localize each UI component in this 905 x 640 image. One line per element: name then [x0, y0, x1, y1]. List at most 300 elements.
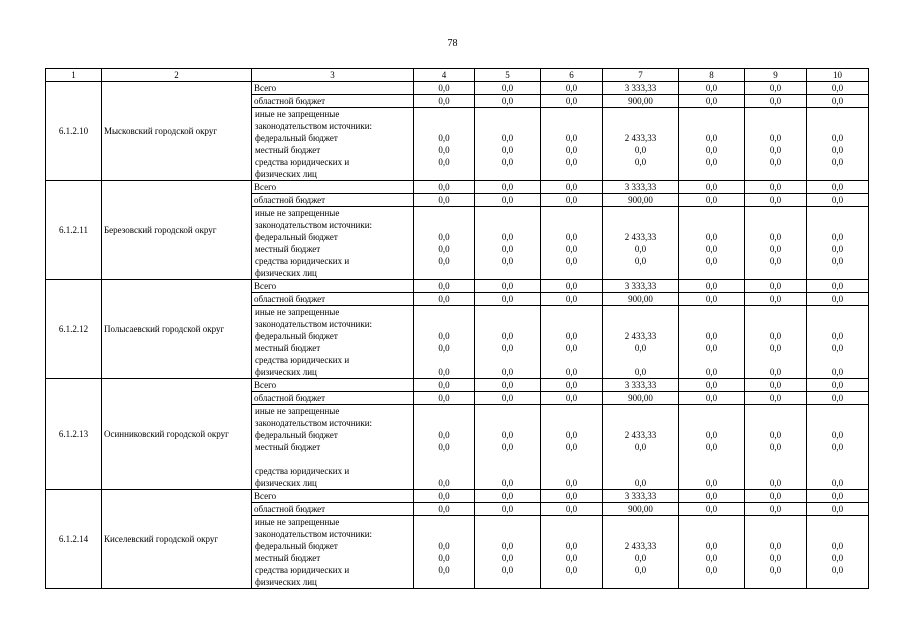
value-line	[475, 120, 540, 132]
value-line: 0,0	[501, 478, 514, 488]
value-line	[541, 465, 602, 477]
value-line: 0,0	[438, 145, 450, 155]
value-line	[541, 516, 602, 528]
value-cell: 0,0	[807, 490, 869, 503]
value-cell: 0,0	[745, 503, 807, 516]
value-cell: 0,0	[475, 82, 541, 95]
value-line: 0,0	[501, 541, 514, 551]
value-line: 0,0	[831, 157, 844, 167]
value-line	[679, 120, 744, 132]
value-cell: 0,0	[414, 82, 475, 95]
value-cell: 900,00	[603, 95, 679, 108]
source-label-other	[252, 405, 414, 490]
value-line: 0,0	[501, 133, 514, 143]
value-line: 0,0	[501, 343, 514, 353]
value-line: 0,0	[565, 145, 578, 155]
value-cell	[807, 108, 869, 181]
value-line	[807, 465, 868, 477]
value-line: 0,0	[565, 442, 578, 452]
source-label-total: Всего	[252, 379, 414, 392]
value-line	[414, 219, 474, 231]
value-line: 0,0	[634, 157, 647, 167]
value-line: 0,0	[501, 331, 514, 341]
value-line: 0,0	[705, 256, 718, 266]
value-line: 0,0	[705, 244, 718, 254]
value-cell: 0,0	[414, 181, 475, 194]
value-cell	[679, 108, 745, 181]
value-cell: 0,0	[679, 379, 745, 392]
program-code: 6.1.2.10	[46, 82, 102, 181]
value-line: 0,0	[438, 232, 450, 242]
value-line	[807, 306, 868, 318]
value-line	[475, 528, 540, 540]
value-cell: 3 333,33	[603, 379, 679, 392]
value-line	[414, 528, 474, 540]
value-cell: 0,0	[679, 95, 745, 108]
source-line: физических лиц	[255, 268, 317, 278]
value-line: 0,0	[438, 133, 450, 143]
value-line	[603, 528, 678, 540]
value-cell: 0,0	[807, 503, 869, 516]
value-line: 0,0	[565, 331, 578, 341]
value-line: 0,0	[831, 541, 844, 551]
value-line	[603, 120, 678, 132]
value-cell: 0,0	[807, 379, 869, 392]
value-cell: 0,0	[475, 392, 541, 405]
value-line: 0,0	[634, 367, 647, 377]
value-cell: 0,0	[807, 95, 869, 108]
value-cell: 0,0	[679, 82, 745, 95]
value-cell	[603, 306, 679, 379]
value-line: 0,0	[769, 244, 782, 254]
value-line	[745, 306, 806, 318]
value-line	[541, 318, 602, 330]
value-line	[603, 219, 678, 231]
value-cell	[414, 207, 475, 280]
value-line	[745, 318, 806, 330]
value-line	[541, 120, 602, 132]
value-line	[541, 405, 602, 417]
value-line	[807, 576, 868, 588]
value-line	[603, 306, 678, 318]
value-cell: 0,0	[745, 392, 807, 405]
value-cell: 0,0	[679, 293, 745, 306]
value-line	[603, 465, 678, 477]
value-cell: 0,0	[541, 293, 603, 306]
value-line	[745, 405, 806, 417]
value-cell	[679, 405, 745, 490]
value-line: 0,0	[634, 478, 647, 488]
source-line: местный бюджет	[255, 145, 321, 155]
value-line: 0,0	[565, 541, 578, 551]
column-header-10: 10	[807, 69, 869, 82]
value-line: 0,0	[705, 553, 718, 563]
value-line	[541, 168, 602, 180]
value-line: 0,0	[634, 145, 647, 155]
value-cell: 0,0	[541, 503, 603, 516]
value-line	[414, 417, 474, 429]
value-line: 0,0	[501, 256, 514, 266]
source-line: иные не запрещенные	[255, 517, 340, 527]
value-line: 0,0	[769, 331, 782, 341]
value-line	[414, 207, 474, 219]
source-line: физических лиц	[255, 478, 317, 488]
source-line: местный бюджет	[255, 244, 321, 254]
value-cell: 0,0	[807, 293, 869, 306]
source-label-regional: областной бюджет	[252, 95, 414, 108]
column-header-1: 1	[46, 69, 102, 82]
municipality-name: Киселевский городской округ	[102, 490, 252, 589]
value-line	[603, 516, 678, 528]
value-line	[475, 576, 540, 588]
value-cell	[475, 108, 541, 181]
value-line: 0,0	[438, 478, 450, 488]
table-body	[46, 82, 869, 589]
value-line: 0,0	[501, 244, 514, 254]
source-line: средства юридических и	[255, 565, 350, 575]
value-cell	[603, 207, 679, 280]
source-line: иные не запрещенные	[255, 406, 340, 416]
value-line: 0,0	[438, 256, 450, 266]
value-line	[745, 219, 806, 231]
value-line: 0,0	[705, 343, 718, 353]
value-line: 0,0	[438, 367, 450, 377]
value-line: 0,0	[705, 232, 718, 242]
value-cell	[541, 108, 603, 181]
source-label-regional: областной бюджет	[252, 194, 414, 207]
value-cell	[679, 306, 745, 379]
column-header-4: 4	[414, 69, 475, 82]
source-line: федеральный бюджет	[255, 331, 338, 341]
value-cell: 0,0	[475, 379, 541, 392]
value-cell	[603, 405, 679, 490]
value-line: 0,0	[565, 553, 578, 563]
value-line: 0,0	[565, 157, 578, 167]
value-line: 0,0	[831, 553, 844, 563]
program-code: 6.1.2.12	[46, 280, 102, 379]
source-line: федеральный бюджет	[255, 232, 338, 242]
value-line: 0,0	[705, 331, 718, 341]
value-line: 0,0	[634, 343, 647, 353]
value-cell: 0,0	[414, 194, 475, 207]
value-line: 0,0	[438, 442, 450, 452]
header-row	[46, 69, 869, 82]
value-line	[807, 207, 868, 219]
table-row	[46, 82, 869, 95]
value-line	[414, 108, 474, 120]
source-line: средства юридических и	[255, 157, 350, 167]
page-number: 78	[447, 38, 458, 49]
value-cell: 3 333,33	[603, 280, 679, 293]
value-cell: 0,0	[475, 490, 541, 503]
value-cell: 0,0	[414, 392, 475, 405]
source-label-total: Всего	[252, 82, 414, 95]
value-cell	[475, 207, 541, 280]
value-line: 0,0	[769, 367, 782, 377]
value-cell	[603, 108, 679, 181]
value-cell: 0,0	[414, 503, 475, 516]
value-line	[807, 354, 868, 366]
value-line	[745, 168, 806, 180]
table-row	[46, 379, 869, 392]
value-line	[541, 219, 602, 231]
value-line: 0,0	[565, 367, 578, 377]
source-line: физических лиц	[255, 169, 317, 179]
value-cell	[603, 516, 679, 589]
column-header-8: 8	[679, 69, 745, 82]
value-line	[541, 108, 602, 120]
value-line	[414, 516, 474, 528]
program-code: 6.1.2.13	[46, 379, 102, 490]
value-line	[541, 576, 602, 588]
value-line: 0,0	[831, 232, 844, 242]
value-cell: 900,00	[603, 503, 679, 516]
value-line: 0,0	[705, 565, 718, 575]
value-line	[603, 453, 678, 465]
value-line: 0,0	[565, 430, 578, 440]
value-cell: 0,0	[475, 293, 541, 306]
value-line	[414, 453, 474, 465]
value-line: 0,0	[769, 133, 782, 143]
value-line	[807, 168, 868, 180]
value-line	[745, 354, 806, 366]
value-line	[679, 465, 744, 477]
value-line	[745, 267, 806, 279]
value-line	[475, 267, 540, 279]
value-line	[745, 516, 806, 528]
value-cell: 0,0	[745, 490, 807, 503]
value-line: 0,0	[438, 565, 450, 575]
value-cell: 0,0	[541, 379, 603, 392]
table-row	[46, 280, 869, 293]
value-line	[603, 405, 678, 417]
value-line: 0,0	[501, 367, 514, 377]
value-line	[807, 516, 868, 528]
value-cell: 0,0	[475, 181, 541, 194]
value-line: 0,0	[501, 565, 514, 575]
value-line	[475, 417, 540, 429]
value-line	[475, 306, 540, 318]
column-header-7: 7	[603, 69, 679, 82]
value-line	[745, 465, 806, 477]
value-line	[807, 453, 868, 465]
source-line: местный бюджет	[255, 343, 321, 353]
value-line	[679, 453, 744, 465]
value-cell	[807, 516, 869, 589]
value-cell: 0,0	[475, 194, 541, 207]
value-cell	[414, 108, 475, 181]
value-line: 0,0	[705, 430, 718, 440]
value-cell: 3 333,33	[603, 490, 679, 503]
value-cell: 0,0	[679, 490, 745, 503]
value-line	[603, 207, 678, 219]
value-cell: 0,0	[541, 392, 603, 405]
value-line	[603, 318, 678, 330]
value-line: 0,0	[565, 343, 578, 353]
budget-table	[45, 68, 869, 589]
value-line: 0,0	[565, 133, 578, 143]
value-line	[541, 528, 602, 540]
value-cell	[475, 306, 541, 379]
value-line: 0,0	[831, 244, 844, 254]
program-code: 6.1.2.14	[46, 490, 102, 589]
value-cell: 0,0	[807, 181, 869, 194]
value-line: 0,0	[501, 157, 514, 167]
value-cell	[745, 207, 807, 280]
value-line: 0,0	[831, 430, 844, 440]
value-line: 0,0	[831, 442, 844, 452]
value-cell: 900,00	[603, 293, 679, 306]
value-line: 0,0	[769, 343, 782, 353]
value-line	[414, 168, 474, 180]
source-line	[252, 453, 413, 465]
value-cell: 0,0	[745, 194, 807, 207]
value-line	[475, 318, 540, 330]
program-code: 6.1.2.11	[46, 181, 102, 280]
value-cell: 0,0	[745, 82, 807, 95]
value-cell: 0,0	[745, 280, 807, 293]
value-cell	[807, 306, 869, 379]
value-line: 0,0	[769, 565, 782, 575]
value-line: 0,0	[438, 553, 450, 563]
value-cell: 0,0	[414, 379, 475, 392]
value-line: 0,0	[769, 256, 782, 266]
value-line	[475, 516, 540, 528]
value-line	[679, 405, 744, 417]
value-cell	[541, 207, 603, 280]
value-line: 0,0	[565, 232, 578, 242]
value-cell	[541, 516, 603, 589]
source-label-regional: областной бюджет	[252, 503, 414, 516]
value-line	[603, 417, 678, 429]
source-line: федеральный бюджет	[255, 541, 338, 551]
value-line: 0,0	[831, 565, 844, 575]
value-line	[475, 354, 540, 366]
value-line: 0,0	[501, 430, 514, 440]
value-line	[679, 354, 744, 366]
value-cell: 0,0	[414, 95, 475, 108]
value-line	[414, 354, 474, 366]
value-line: 0,0	[831, 367, 844, 377]
value-line	[679, 576, 744, 588]
value-line	[807, 108, 868, 120]
value-cell: 0,0	[745, 293, 807, 306]
value-line: 2 433,33	[624, 133, 657, 143]
source-line: законодательством источники:	[255, 418, 373, 428]
value-line: 0,0	[705, 145, 718, 155]
value-cell: 0,0	[745, 95, 807, 108]
value-line	[679, 267, 744, 279]
value-line	[679, 108, 744, 120]
source-label-regional: областной бюджет	[252, 392, 414, 405]
source-label-other	[252, 108, 414, 181]
value-line	[541, 417, 602, 429]
value-cell: 0,0	[679, 194, 745, 207]
value-cell	[541, 306, 603, 379]
value-cell: 0,0	[541, 280, 603, 293]
value-line: 0,0	[634, 553, 647, 563]
value-line	[603, 354, 678, 366]
value-line: 0,0	[769, 145, 782, 155]
value-cell	[541, 405, 603, 490]
value-line: 0,0	[831, 478, 844, 488]
value-line	[745, 207, 806, 219]
value-line	[679, 207, 744, 219]
value-cell	[679, 207, 745, 280]
source-line: законодательством источники:	[255, 319, 373, 329]
value-line: 0,0	[565, 565, 578, 575]
value-cell	[414, 516, 475, 589]
municipality-name: Полысаевский городской округ	[102, 280, 252, 379]
value-line	[541, 207, 602, 219]
value-line	[807, 120, 868, 132]
value-line: 0,0	[769, 442, 782, 452]
value-line	[679, 168, 744, 180]
value-cell: 0,0	[745, 181, 807, 194]
value-cell: 0,0	[541, 490, 603, 503]
value-line: 0,0	[831, 343, 844, 353]
source-line: иные не запрещенные	[255, 109, 340, 119]
value-cell: 0,0	[807, 392, 869, 405]
source-line: иные не запрещенные	[255, 208, 340, 218]
value-line: 0,0	[831, 145, 844, 155]
value-cell	[807, 207, 869, 280]
value-line: 0,0	[438, 541, 450, 551]
value-cell: 3 333,33	[603, 82, 679, 95]
value-cell: 3 333,33	[603, 181, 679, 194]
value-line	[603, 168, 678, 180]
value-cell: 0,0	[475, 503, 541, 516]
value-line: 0,0	[769, 232, 782, 242]
value-line	[807, 417, 868, 429]
value-line	[475, 453, 540, 465]
value-cell	[745, 405, 807, 490]
source-label-total: Всего	[252, 280, 414, 293]
source-line: физических лиц	[255, 367, 317, 377]
value-cell	[475, 516, 541, 589]
column-header-9: 9	[745, 69, 807, 82]
value-line	[679, 417, 744, 429]
value-line	[475, 465, 540, 477]
value-line: 0,0	[438, 244, 450, 254]
table-header	[46, 69, 869, 82]
municipality-name: Осинниковский городской округ	[102, 379, 252, 490]
column-header-5: 5	[475, 69, 541, 82]
value-line	[679, 528, 744, 540]
value-cell: 0,0	[807, 194, 869, 207]
value-line	[807, 267, 868, 279]
value-line: 2 433,33	[624, 541, 657, 551]
value-line: 0,0	[831, 331, 844, 341]
value-line	[414, 465, 474, 477]
value-line	[541, 267, 602, 279]
municipality-name: Березовский городской округ	[102, 181, 252, 280]
value-line: 2 433,33	[624, 331, 657, 341]
value-line: 0,0	[438, 343, 450, 353]
value-line	[541, 306, 602, 318]
value-line	[745, 528, 806, 540]
value-line	[745, 108, 806, 120]
value-line	[745, 417, 806, 429]
value-line	[679, 219, 744, 231]
source-line: средства юридических и	[255, 466, 350, 476]
value-line: 0,0	[705, 442, 718, 452]
value-cell: 0,0	[541, 181, 603, 194]
value-line	[414, 576, 474, 588]
value-line	[475, 405, 540, 417]
value-line	[475, 219, 540, 231]
value-line	[807, 528, 868, 540]
